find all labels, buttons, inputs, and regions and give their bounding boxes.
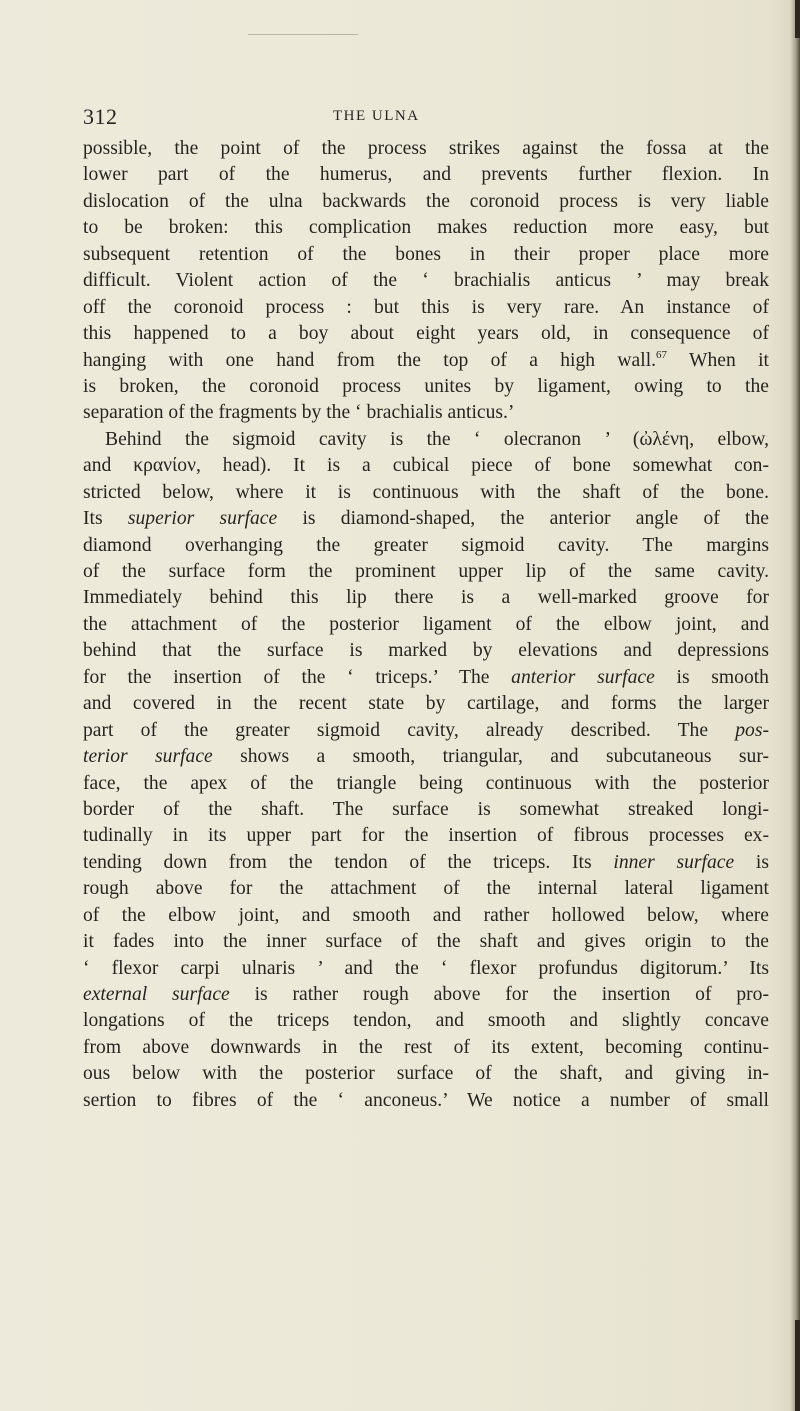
text-line: separation of the fragments by the ‘ brachialis anticus.’ bbox=[83, 402, 515, 424]
text-line: stricted below, where it is continuous with the shaft of the bone. bbox=[83, 481, 769, 503]
page-edge-mark bbox=[795, 1320, 800, 1411]
page-number: 312 bbox=[83, 104, 118, 129]
footnote-reference[interactable]: 67 bbox=[656, 348, 668, 361]
text-line: and covered in the recent state by cartilage, and forms the larger bbox=[83, 693, 769, 715]
text-line: external surface is rather rough above for the insertion of pro- bbox=[83, 984, 769, 1005]
text-line: from above downwards in the rest of its extent, becoming continu- bbox=[83, 1036, 769, 1058]
text-line: difficult. Violent action of the ‘ brachialis anticus ’ may break bbox=[83, 270, 769, 292]
text-line: tudinally in its upper part for the insertion of fibrous processes ex- bbox=[83, 825, 769, 847]
text-line: sertion to fibres of the ‘ anconeus.’ We notice a number of small bbox=[83, 1089, 769, 1111]
text-line: to be broken: this complication makes reduction more easy, but bbox=[83, 217, 769, 239]
text-line: Immediately behind this lip there is a well-marked groove for bbox=[83, 587, 769, 609]
text-line-with-footnote bbox=[83, 348, 769, 374]
text-line: longations of the triceps tendon, and smooth and slightly concave bbox=[83, 1010, 769, 1032]
text-line: dislocation of the ulna backwards the coronoid process is very liable bbox=[83, 190, 769, 212]
text-line: and κρανίον, head). It is a cubical piece of bone somewhat con- bbox=[83, 455, 769, 477]
text-line: ous below with the posterior surface of the shaft, and giving in- bbox=[83, 1063, 769, 1085]
text-line: behind that the surface is marked by elevations and depressions bbox=[83, 640, 769, 662]
text-line: is broken, the coronoid process unites by ligament, owing to the bbox=[83, 375, 769, 397]
text-line: Its superior surface is diamond-shaped, the anterior angle of the bbox=[83, 508, 769, 530]
italic-term: terior surface bbox=[83, 746, 213, 768]
text-line: this happened to a boy about eight years old, in consequence of bbox=[83, 323, 769, 345]
text-segment: hanging with one hand from the top of a high wall. bbox=[83, 349, 657, 371]
text-line: part of the greater sigmoid cavity, already described. The pos- bbox=[83, 719, 769, 741]
text-line: diamond overhanging the greater sigmoid cavity. The margins bbox=[83, 534, 769, 556]
text-line: border of the shaft. The surface is somewhat streaked longi- bbox=[83, 798, 769, 820]
text-line: ‘ flexor carpi ulnaris ’ and the ‘ flexor profundus digitorum.’ Its bbox=[83, 957, 769, 979]
page-edge-shadow bbox=[790, 0, 800, 1411]
text-line: for the insertion of the ‘ triceps.’ The anterior surface is smooth bbox=[83, 666, 769, 688]
text-line: possible, the point of the process strikes against the fossa at the bbox=[83, 138, 769, 159]
scan-artifact-line bbox=[248, 34, 358, 35]
text-line: the attachment of the posterior ligament of the elbow joint, and bbox=[83, 613, 769, 635]
text-segment: When it bbox=[667, 349, 769, 371]
italic-term: superior surface bbox=[127, 508, 278, 530]
italic-term: inner surface bbox=[613, 851, 735, 873]
text-line: of the surface form the prominent upper lip of the same cavity. bbox=[83, 561, 769, 582]
italic-term: pos- bbox=[735, 719, 769, 741]
running-title: THE ULNA bbox=[333, 108, 420, 124]
page-edge-mark bbox=[795, 0, 800, 38]
text-line: face, the apex of the triangle being continuous with the posterior bbox=[83, 772, 769, 794]
text-line: it fades into the inner surface of the shaft and gives origin to the bbox=[83, 931, 769, 953]
text-line: terior surface shows a smooth, triangular, and subcutaneous sur- bbox=[83, 746, 769, 768]
text-line: tending down from the tendon of the triceps. Its inner surface is bbox=[83, 851, 769, 873]
body-text bbox=[83, 136, 769, 1114]
italic-term: anterior surface bbox=[511, 666, 655, 688]
text-line: rough above for the attachment of the internal lateral ligament bbox=[83, 878, 769, 900]
text-line: of the elbow joint, and smooth and rather hollowed below, where bbox=[83, 904, 769, 926]
running-head bbox=[83, 104, 774, 134]
text-line: off the coronoid process : but this is very rare. An instance of bbox=[83, 296, 769, 318]
text-line: subsequent retention of the bones in their proper place more bbox=[83, 243, 769, 265]
italic-term: external surface bbox=[83, 984, 230, 1005]
paragraph-start-line: Behind the sigmoid cavity is the ‘ olecranon ’ (ὠλένη, elbow, bbox=[105, 428, 769, 450]
text-line: lower part of the humerus, and prevents further flexion. In bbox=[83, 164, 769, 186]
